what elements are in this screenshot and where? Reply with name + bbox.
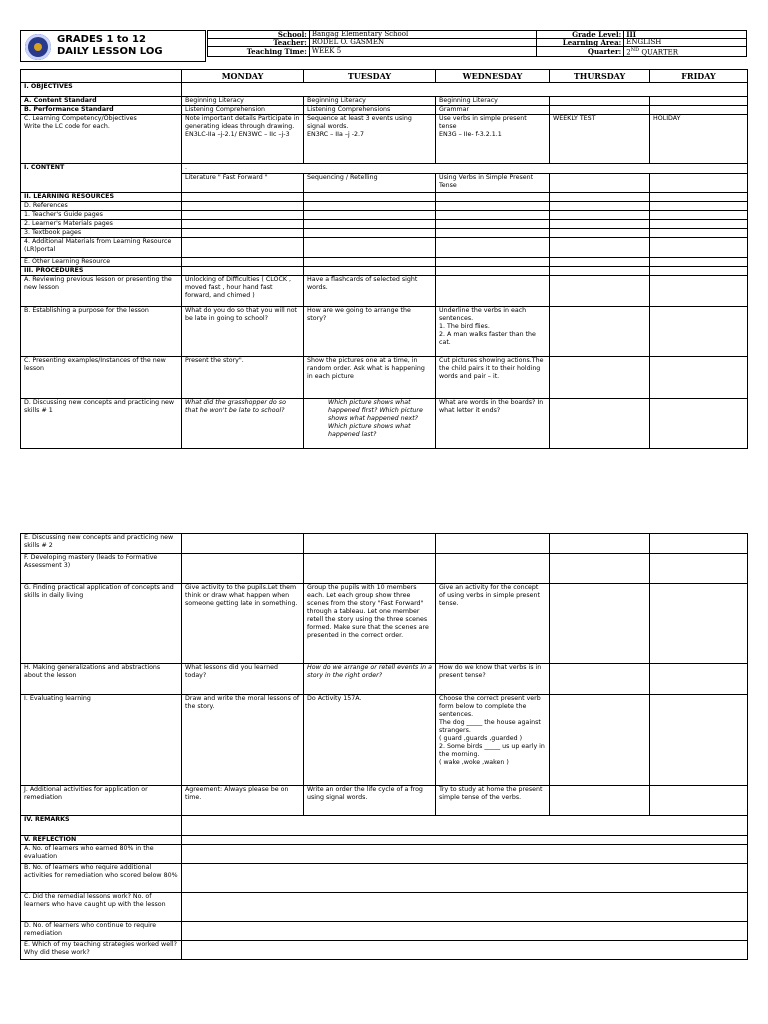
deped-seal-icon <box>25 34 51 60</box>
table-cell: Do Activity 157A. <box>304 695 436 786</box>
title-line-2: DAILY LESSON LOG <box>57 46 163 57</box>
table-cell: Try to study at home the present simple tense of the verbs. <box>436 786 550 816</box>
table-cell: Grammar <box>436 106 550 115</box>
table-row <box>21 193 748 202</box>
proc-c-label: C. Presenting examples/Instances of the new lesson <box>21 357 182 399</box>
amlr-label: 4. Additional Materials from Learning Resource (LR)portal <box>21 238 182 258</box>
table-cell: Write an order the life cycle of a frog using signal words. <box>304 786 436 816</box>
day-monday: MONDAY <box>182 70 304 83</box>
table-row <box>21 786 748 816</box>
corner-cell <box>21 70 182 83</box>
table-cell: Sequence at least 3 events using signal words. EN3RC – IIa –j -2.7 <box>304 115 436 164</box>
table-row <box>21 584 748 664</box>
table-cell: Cut pictures showing actions.The the child pairs it to their holding words and pair – it. <box>436 357 550 399</box>
table-row <box>21 941 748 960</box>
references-label: D. References <box>21 202 182 211</box>
grade-value: III <box>624 31 747 39</box>
table-row <box>21 97 748 106</box>
title-block <box>20 30 206 62</box>
school-value: Bangag Elementary School <box>309 31 537 39</box>
table-cell: What do you do so that you will not be late in going to school? <box>182 307 304 357</box>
lesson-table-part-1 <box>20 69 748 449</box>
header-info-table <box>207 30 747 57</box>
day-friday: FRIDAY <box>650 70 748 83</box>
remarks-heading: IV. REMARKS <box>21 816 182 836</box>
lesson-table-part-2 <box>20 533 748 960</box>
table-row <box>21 307 748 357</box>
procedures-heading: III. PROCEDURES <box>21 267 182 276</box>
table-cell: Present the story". <box>182 357 304 399</box>
table-cell: Beginning Literacy <box>182 97 304 106</box>
table-row <box>21 238 748 258</box>
day-wednesday: WEDNESDAY <box>436 70 550 83</box>
title-line-1: GRADES 1 to 12 <box>57 34 146 45</box>
table-cell: Show the pictures one at a time, in random order. Ask what is happening in each picture <box>304 357 436 399</box>
days-header-row <box>21 70 748 83</box>
resources-heading: II. LEARNING RESOURCES <box>21 193 182 202</box>
table-row <box>21 922 748 941</box>
quarter-value: 2ND QUARTER <box>624 47 747 57</box>
table-cell: WEEKLY TEST <box>550 115 650 164</box>
table-row <box>21 211 748 220</box>
table-row <box>21 115 748 164</box>
table-row <box>21 534 748 554</box>
refl-c-label: C. Did the remedial lessons work? No. of learners who have caught up with the lesson <box>21 893 182 922</box>
tg-label: 1. Teacher's Guide pages <box>21 211 182 220</box>
time-label: Teaching Time: <box>208 47 310 57</box>
table-row <box>21 845 748 864</box>
table-row <box>21 220 748 229</box>
table-cell: HOLIDAY <box>650 115 748 164</box>
area-value: ENGLISH <box>624 39 747 47</box>
table-cell: Using Verbs in Simple Present Tense <box>436 174 550 193</box>
table-cell: Listening Comprehensions <box>304 106 436 115</box>
refl-b-label: B. No. of learners who require additional activities for remediation who scored below 80% <box>21 864 182 893</box>
proc-h-label: H. Making generalizations and abstractions about the lesson <box>21 664 182 695</box>
table-row <box>21 695 748 786</box>
refl-e-label: E. Which of my teaching strategies worked well? Why did these work? <box>21 941 182 960</box>
remarks-row <box>21 816 748 836</box>
table-cell: How do we arrange or retell events in a story in the right order? <box>304 664 436 695</box>
area-label: Learning Area: <box>537 39 624 47</box>
competency-label: C. Learning Competency/Objectives Write the LC code for each. <box>21 115 182 164</box>
quarter-label: Quarter: <box>537 47 624 57</box>
content-row <box>21 164 748 174</box>
teacher-label: Teacher: <box>208 39 310 47</box>
table-row <box>21 864 748 893</box>
table-cell: Use verbs in simple present tense EN3G – IIe- f-3.2.1.1 <box>436 115 550 164</box>
table-cell: What did the grasshopper do so that he won't be late to school? <box>182 399 304 449</box>
proc-i-label: I. Evaluating learning <box>21 695 182 786</box>
table-row <box>21 399 748 449</box>
table-cell: Unlocking of Difficulties ( CLOCK , moved fast , hour hand fast forward, and chimed ) <box>182 276 304 307</box>
table-cell: Give activity to the pupils.Let them think or draw what happen when someone getting late in something. <box>182 584 304 664</box>
objectives-heading: I. OBJECTIVES <box>21 83 182 97</box>
table-row <box>21 664 748 695</box>
table-row <box>21 893 748 922</box>
table-cell: Group the pupils with 10 members each. Let each group show three scenes from the story "Fast Forward" through a tableau. Let one member retell the story using the three scenes formed. Make sure that the scenes are presented in the correct order. <box>304 584 436 664</box>
table-cell: Draw and write the moral lessons of the story. <box>182 695 304 786</box>
table-cell: Sequencing / Retelling <box>304 174 436 193</box>
proc-f-label: F. Developing mastery (leads to Formative Assessment 3) <box>21 554 182 584</box>
tb-label: 3. Textbook pages <box>21 229 182 238</box>
table-cell: Beginning Literacy <box>304 97 436 106</box>
content-heading: I. CONTENT <box>21 164 182 193</box>
table-cell: Note important details Participate in generating ideas through drawing. EN3LC-IIa –j-2.1/ EN3WC – IIc –j-3 <box>182 115 304 164</box>
teacher-value: RODEL O. GASMEN <box>309 39 537 47</box>
content-standard-label: A. Content Standard <box>21 97 182 106</box>
refl-a-label: A. No. of learners who earned 80% in the evaluation <box>21 845 182 864</box>
day-tuesday: TUESDAY <box>304 70 436 83</box>
proc-e-label: E. Discussing new concepts and practicing new skills # 2 <box>21 534 182 554</box>
proc-j-label: J. Additional activities for application or remediation <box>21 786 182 816</box>
table-row <box>21 258 748 267</box>
grade-label: Grade Level: <box>537 31 624 39</box>
proc-b-label: B. Establishing a purpose for the lesson <box>21 307 182 357</box>
table-cell: Literature " Fast Forward " <box>182 174 304 193</box>
refl-d-label: D. No. of learners who continue to require remediation <box>21 922 182 941</box>
table-cell: . <box>182 164 748 174</box>
objectives-row <box>21 83 748 97</box>
table-row <box>21 276 748 307</box>
table-cell: Have a flashcards of selected sight words. <box>304 276 436 307</box>
reflection-heading: V. REFLECTION <box>21 836 182 845</box>
table-cell: How are we going to arrange the story? <box>304 307 436 357</box>
time-value: WEEK 5 <box>309 47 537 57</box>
table-row <box>21 267 748 276</box>
proc-a-label: A. Reviewing previous lesson or presenting the new lesson <box>21 276 182 307</box>
proc-g-label: G. Finding practical application of concepts and skills in daily living <box>21 584 182 664</box>
table-cell: How do we know that verbs is in present tense? <box>436 664 550 695</box>
reflection-row <box>21 836 748 845</box>
table-row <box>21 106 748 115</box>
lm-label: 2. Learner's Materials pages <box>21 220 182 229</box>
table-cell: What are words in the boards? In what letter it ends? <box>436 399 550 449</box>
table-cell: Which picture shows what happened first? Which picture shows what happened next? Which picture shows what happened last? <box>304 399 436 449</box>
school-label: School: <box>208 31 310 39</box>
table-row <box>21 229 748 238</box>
table-row <box>21 202 748 211</box>
day-thursday: THURSDAY <box>550 70 650 83</box>
table-cell: Give an activity for the concept of using verbs in simple present tense. <box>436 584 550 664</box>
table-cell: Choose the correct present verb form below to complete the sentences. The dog _____ the house against strangers. ( guard ,guards ,guarded ) 2. Some birds _____ us up early in the morning. ( wake ,woke ,waken ) <box>436 695 550 786</box>
table-cell: Agreement: Always please be on time. <box>182 786 304 816</box>
page-title <box>57 34 163 58</box>
performance-standard-label: B. Performance Standard <box>21 106 182 115</box>
table-row <box>21 357 748 399</box>
table-cell: What lessons did you learned today? <box>182 664 304 695</box>
table-cell: Underline the verbs in each sentences. 1. The bird flies. 2. A man walks faster than the cat. <box>436 307 550 357</box>
other-resource-label: E. Other Learning Resource <box>21 258 182 267</box>
table-cell: Beginning Literacy <box>436 97 550 106</box>
table-row <box>21 554 748 584</box>
table-cell: Listening Comprehension <box>182 106 304 115</box>
proc-d-label: D. Discussing new concepts and practicing new skills # 1 <box>21 399 182 449</box>
